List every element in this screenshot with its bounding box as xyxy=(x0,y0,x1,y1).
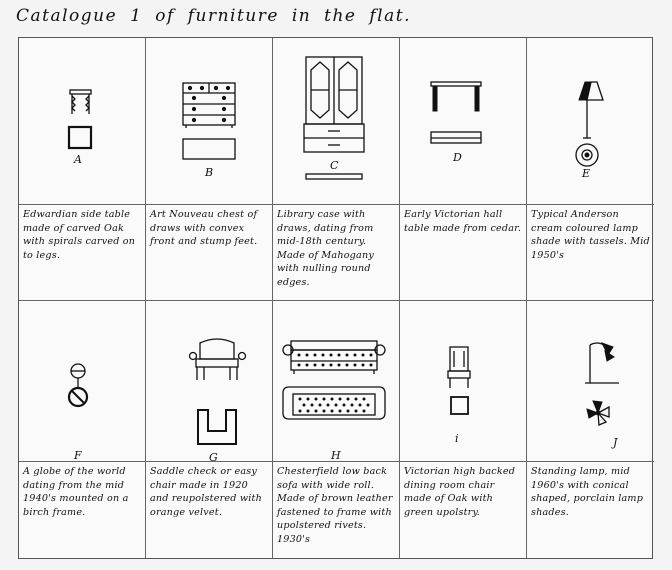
dining-chair-drawing xyxy=(400,301,527,462)
item-letter-i: i xyxy=(455,432,459,445)
description-cell-b xyxy=(146,205,273,301)
item-letter-j: J xyxy=(613,436,618,449)
item-description-e: Typical Anderson cream coloured lamp shade with tassels. Mid 1950's xyxy=(531,209,650,261)
item-letter-a: A xyxy=(74,153,82,166)
side-table-drawing xyxy=(19,38,146,205)
furniture-catalogue-grid xyxy=(18,37,653,559)
item-description-b: Art Nouveau chest of draws with convex front and stump feet. xyxy=(150,209,258,247)
sofa-rivets xyxy=(298,354,372,366)
picture-cell-j xyxy=(527,301,654,462)
sofa-seat-rivets xyxy=(299,398,369,412)
item-description-d: Early Victorian hall table made from cedar. xyxy=(404,209,522,234)
item-letter-f: F xyxy=(74,449,82,462)
description-cell-h xyxy=(273,462,400,558)
description-cell-g xyxy=(146,462,273,558)
anderson-lamp-drawing xyxy=(527,38,654,205)
item-description-h: Chesterfield low back sofa with wide roll. Made of brown leather fastened to frame with upolstered rivets. 1930's xyxy=(277,466,393,545)
item-letter-e: E xyxy=(582,167,591,180)
chest-of-drawers-drawing xyxy=(146,38,273,205)
description-cell-a xyxy=(19,205,146,301)
item-letter-d: D xyxy=(453,151,462,164)
item-description-a: Edwardian side table made of carved Oak with spirals carved on to legs. xyxy=(23,209,136,261)
item-description-j: Standing lamp, mid 1960's with conical shaped, porclain lamp shades. xyxy=(531,466,644,518)
description-cell-c xyxy=(273,205,400,301)
picture-cell-c xyxy=(273,38,400,205)
item-description-i: Victorian high backed dining room chair made of Oak with green upolstry. xyxy=(404,466,516,518)
picture-cell-d xyxy=(400,38,527,205)
globe-drawing xyxy=(19,301,146,462)
item-letter-g: G xyxy=(209,451,218,464)
easy-chair-drawing xyxy=(146,301,273,462)
picture-cell-h xyxy=(273,301,400,462)
description-cell-j xyxy=(527,462,654,558)
picture-cell-f xyxy=(19,301,146,462)
picture-cell-i xyxy=(400,301,527,462)
item-letter-h: H xyxy=(331,449,341,462)
description-cell-i xyxy=(400,462,527,558)
description-cell-e xyxy=(527,205,654,301)
item-letter-b: B xyxy=(205,166,214,179)
description-cell-f xyxy=(19,462,146,558)
description-cell-d xyxy=(400,205,527,301)
item-description-g: Saddle check or easy chair made in 1920 and reupolstered with orange velvet. xyxy=(150,466,262,518)
picture-cell-g xyxy=(146,301,273,462)
standing-lamp-drawing xyxy=(527,301,654,462)
picture-cell-b xyxy=(146,38,273,205)
item-description-f: A globe of the world dating from the mid 1940's mounted on a birch frame. xyxy=(23,466,129,518)
picture-cell-e xyxy=(527,38,654,205)
library-case-drawing xyxy=(273,38,400,205)
item-description-c: Library case with draws, dating from mid-18th century. Made of Mahogany with nulling round edges. xyxy=(277,209,374,288)
hall-table-drawing xyxy=(400,38,527,205)
page-title: Catalogue 1 of furniture in the flat. xyxy=(16,6,411,26)
item-letter-c: C xyxy=(330,159,339,172)
picture-cell-a xyxy=(19,38,146,205)
chesterfield-sofa-drawing xyxy=(273,301,400,462)
